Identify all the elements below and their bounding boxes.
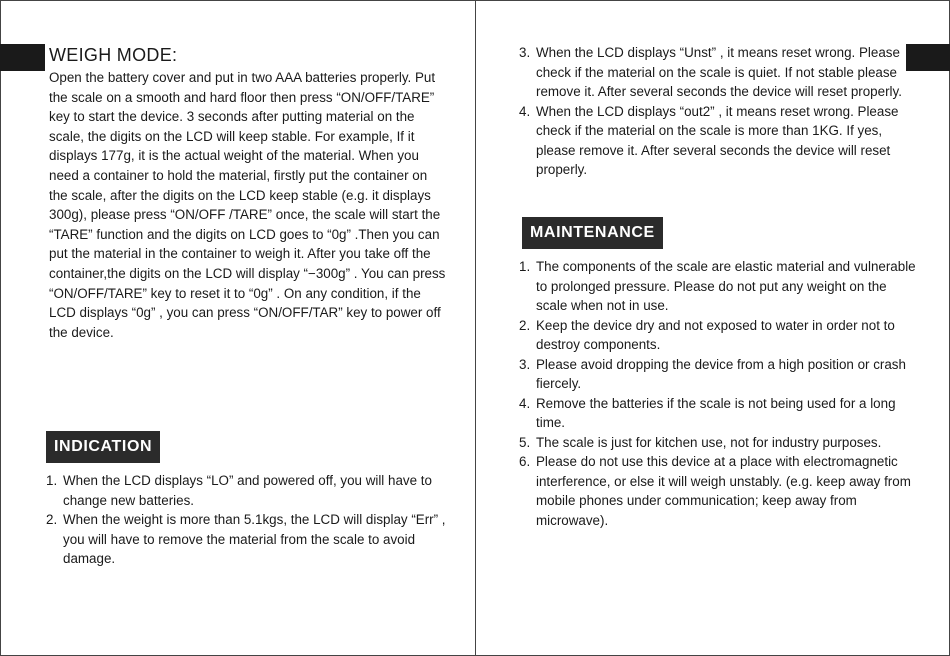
item-number: 3. [519, 45, 531, 60]
right-page-tab-marker [906, 44, 950, 71]
item-number: 6. [519, 454, 531, 469]
list-item [519, 43, 909, 102]
item-text: Keep the device dry and not exposed to water in order not to destroy components. [536, 317, 895, 352]
list-item [519, 394, 919, 433]
item-number: 5. [519, 434, 531, 450]
item-text: When the weight is more than 5.1kgs, the LCD will display “Err” , you will have to remove the material from the scale to avoid damage. [63, 512, 446, 566]
item-text: Please do not use this device at a place with electromagnetic interference, or else it will weigh unstably. (e.g. keep away from mobile phones under communication; keep away from microwave). [536, 454, 911, 528]
list-item [519, 102, 909, 180]
item-number: 1. [46, 473, 58, 488]
item-number: 4. [519, 395, 531, 411]
item-text: When the LCD displays “Unst” , it means reset wrong. Please check if the material on the scale is quiet. If not stable please remove it. After several seconds the device will reset properly. [536, 45, 902, 99]
list-item [519, 433, 919, 453]
list-item [519, 257, 919, 316]
indication-list-right [519, 43, 909, 180]
item-text: The components of the scale are elastic material and vulnerable to prolonged pressure. Please do not put any weight on the scale when not in use. [536, 259, 916, 313]
item-text: When the LCD displays “out2” , it means reset wrong. Please check if the material on the scale is more than 1KG. If yes, please remove it. After several seconds the device will reset properly. [536, 103, 899, 177]
indication-list-left [46, 471, 446, 569]
item-text: When the LCD displays “LO” and powered off, you will have to change new batteries. [63, 473, 432, 508]
list-item [519, 355, 919, 394]
maintenance-list [519, 257, 919, 530]
item-number: 2. [519, 317, 531, 333]
list-item [46, 471, 446, 510]
item-text: The scale is just for kitchen use, not for industry purposes. [536, 434, 882, 450]
item-number: 3. [519, 356, 531, 372]
left-page-tab-marker [0, 44, 45, 71]
maintenance-heading: MAINTENANCE [522, 217, 663, 249]
item-text: Remove the batteries if the scale is not being used for a long time. [536, 395, 896, 430]
item-number: 1. [519, 259, 531, 274]
list-item [46, 510, 446, 569]
item-text: Please avoid dropping the device from a high position or crash fiercely. [536, 356, 906, 391]
list-item [519, 452, 919, 530]
indication-heading: INDICATION [46, 431, 160, 463]
item-number: 2. [46, 512, 58, 527]
weigh-mode-section [49, 44, 449, 342]
page-fold-divider [475, 0, 476, 656]
weigh-mode-title: WEIGH MODE: [49, 45, 178, 65]
list-item [519, 316, 919, 355]
item-number: 4. [519, 103, 531, 119]
weigh-mode-body: Open the battery cover and put in two AAA batteries properly. Put the scale on a smooth and hard floor then press “ON/OFF/TARE” key to start the device. 3 seconds after putting material on the scale, the digits on the LCD will keep stable. For example, If it displays 177g, it is the actual weight of the material. When you need a container to hold the material, firstly put the container on the scale, after the digits on the LCD keep stable (e.g. it displays 300g), please press “ON/OFF /TARE” once, the scale will start the “TARE” function and the digits on LCD goes to “0g” .Then you can put the material in the container to weigh it. After you take off the container,the digits on the LCD will display “−300g” . You can press “ON/OFF/TARE” key to reset it to “0g” . On any condition, if the LCD displays “0g” , you can press “ON/OFF/TAR” key to power off the device. [49, 70, 446, 340]
